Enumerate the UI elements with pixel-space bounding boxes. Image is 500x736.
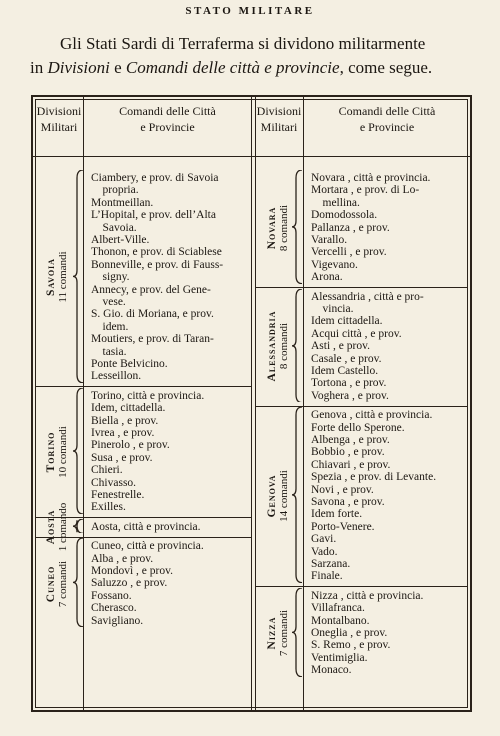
command-entry: mellina. — [311, 196, 360, 209]
command-entry: Bonneville, e prov. di Fauss- — [91, 258, 224, 271]
command-entry: Savigliano. — [91, 614, 144, 627]
column-divider — [303, 97, 304, 710]
military-table — [31, 95, 472, 712]
center-double-divider — [251, 97, 256, 710]
command-entry: Annecy, e prov. del Gene- — [91, 283, 211, 296]
command-entry: Casale , e prov. — [311, 352, 382, 365]
command-entry: Gavi. — [311, 533, 337, 546]
curly-brace-icon — [291, 170, 303, 284]
division-count: 7 comandi — [57, 560, 69, 607]
command-entry: Saluzzo , e prov. — [91, 577, 168, 590]
command-entry: idem. — [91, 320, 129, 333]
command-entry: Lesseillon. — [91, 370, 142, 383]
command-entry: Thonon, e prov. di Sciablese — [91, 246, 222, 259]
command-entry: S. Gio. di Moriana, e prov. — [91, 308, 214, 321]
command-entry: tasia. — [91, 345, 127, 358]
header-divisioni-right — [255, 103, 303, 135]
command-entry: Domodossola. — [311, 209, 378, 222]
intro-italic-comandi: Comandi delle città e provincie — [125, 58, 340, 77]
division-separator — [255, 287, 468, 288]
command-entry: Varallo. — [311, 234, 348, 246]
command-entry: vincia. — [311, 303, 354, 315]
command-entry: Exilles. — [91, 501, 126, 514]
division-separator — [35, 537, 251, 538]
division-label-savoia — [46, 172, 68, 383]
curly-brace-icon — [72, 519, 84, 533]
command-entry: Cherasco. — [91, 602, 137, 615]
division-count: 8 comandi — [278, 323, 290, 370]
command-entry: Albenga , e prov. — [311, 434, 390, 446]
command-entry: Novi , e prov. — [311, 483, 374, 496]
curly-brace-icon — [291, 289, 303, 403]
command-entry: Arona. — [311, 271, 343, 284]
command-entry: Biella , e prov. — [91, 414, 159, 427]
command-entry: Mortara , e prov. di Lo- — [311, 184, 420, 197]
division-separator — [255, 406, 468, 407]
header-text: Militari — [40, 120, 78, 134]
division-separator — [255, 586, 468, 587]
command-entry: Ventimiglia. — [311, 651, 368, 664]
command-entry: Oneglia , e prov. — [311, 627, 388, 639]
header-divider — [33, 156, 470, 157]
division-name: Savoia — [45, 258, 57, 297]
command-entry: Vado. — [311, 545, 338, 558]
division-name: Cuneo — [45, 565, 57, 602]
division-name: Novara — [266, 206, 278, 250]
division-count: 8 comandi — [278, 204, 290, 251]
curly-brace-icon — [291, 588, 303, 677]
command-entry: vese. — [91, 296, 126, 308]
command-entry: Bobbio , e prov. — [311, 446, 385, 459]
command-entry: Idem, cittadella. — [91, 402, 166, 415]
curly-brace-icon — [72, 170, 84, 383]
division-name: Genova — [266, 474, 278, 518]
command-entry: Idem cittadella. — [311, 315, 383, 328]
command-entry: Monaco. — [311, 664, 352, 677]
command-entry: Novara , città e provincia. — [311, 172, 431, 184]
curly-brace-icon — [291, 407, 303, 583]
command-entry: propria. — [91, 184, 139, 197]
header-text: e Provincie — [140, 120, 195, 134]
division-name: Torino — [45, 431, 57, 473]
division-name: Aosta — [45, 509, 57, 545]
command-entry: Genova , città e provincia. — [311, 409, 433, 422]
command-entry: Chieri. — [91, 464, 123, 477]
command-entry: Ponte Belvicino. — [91, 358, 168, 370]
division-separator — [35, 386, 251, 387]
intro-line-1: Gli Stati Sardi di Terraferma si dividono militarmente — [60, 34, 426, 53]
command-entry: Moutiers, e prov. di Taran- — [91, 333, 214, 346]
command-entry: Vigevano. — [311, 258, 358, 271]
header-text: Divisioni — [256, 104, 302, 118]
header-text: Comandi delle Città — [119, 104, 216, 118]
page-header: STATO MILITARE — [185, 5, 315, 17]
division-name: Nizza — [266, 616, 278, 650]
intro-paragraph — [30, 32, 480, 80]
command-entry: Montalbano. — [311, 614, 370, 627]
command-entry: Cuneo, città e provincia. — [91, 540, 204, 553]
header-comandi-left — [84, 103, 251, 135]
command-entry: Alba , e prov. — [91, 552, 154, 565]
command-entry: signy. — [91, 271, 130, 284]
intro-italic-divisioni: Divisioni — [47, 58, 110, 77]
command-entry: Vercelli , e prov. — [311, 246, 387, 259]
command-entry: Chivasso. — [91, 476, 137, 489]
division-count: 11 comandi — [57, 251, 69, 303]
command-entry: Forte dello Sperone. — [311, 421, 405, 434]
division-label-cuneo — [46, 540, 68, 627]
command-entry: Montmeillan. — [91, 196, 154, 209]
division-label-genova — [267, 409, 289, 583]
command-entry: Pallanza , e prov. — [311, 221, 390, 234]
division-count: 14 comandi — [278, 470, 290, 522]
command-entry: Asti , e prov. — [311, 340, 370, 353]
division-label-nizza — [267, 590, 289, 677]
command-entry: S. Remo , e prov. — [311, 639, 391, 652]
command-entry: Mondovì , e prov. — [91, 565, 173, 577]
command-entry: Pinerolo , e prov. — [91, 439, 170, 452]
command-entry: Voghera , e prov. — [311, 389, 389, 402]
command-entry: Nizza , città e provincia. — [311, 589, 424, 602]
command-entry: Finale. — [311, 570, 343, 583]
curly-brace-icon — [72, 388, 84, 514]
header-text: e Provincie — [359, 120, 415, 134]
command-entry: Fossano. — [91, 589, 132, 602]
division-label-aosta — [45, 502, 69, 552]
command-entry: Savoia. — [91, 221, 137, 234]
curly-brace-icon — [72, 538, 84, 627]
command-entry: Alessandria , città e pro- — [311, 290, 424, 303]
intro-line-2 — [30, 56, 480, 80]
intro-text: in — [30, 58, 48, 77]
header-text: Divisioni — [36, 104, 82, 118]
command-entry: Ivrea , e prov. — [91, 427, 155, 439]
command-entry: Torino, città e provincia. — [91, 389, 205, 402]
header-comandi-right — [304, 103, 470, 135]
division-label-novara — [267, 172, 289, 284]
division-count: 10 comandi — [57, 425, 69, 478]
division-count: 1 comando — [57, 502, 69, 552]
command-entry: Idem Castello. — [311, 365, 379, 377]
division-name: Alessandria — [266, 310, 278, 382]
command-entry: Fenestrelle. — [91, 489, 145, 501]
command-entry: Albert-Ville. — [91, 234, 150, 246]
command-entry: Villafranca. — [311, 602, 365, 615]
command-entry: Idem forte. — [311, 508, 363, 521]
command-entry: Tortona , e prov. — [311, 377, 387, 390]
command-entry: L’Hopital, e prov. dell’Alta — [91, 209, 216, 222]
command-entry: Ciambery, e prov. di Savoia — [91, 172, 219, 184]
header-text: Comandi delle Città — [338, 104, 436, 118]
command-entry: Chiavari , e prov. — [311, 458, 391, 471]
header-divisioni-left — [35, 103, 83, 135]
command-entry: Aosta, città e provincia. — [91, 520, 201, 533]
division-label-torino — [46, 390, 68, 514]
header-text: Militari — [260, 120, 298, 134]
command-entry: Spezia , e prov. di Levante. — [311, 471, 437, 484]
intro-text: e — [109, 58, 126, 77]
division-label-alessandria — [267, 291, 289, 403]
command-entry: Savona , e prov. — [311, 496, 385, 508]
division-count: 7 comandi — [278, 610, 290, 657]
command-entry: Acqui città , e prov. — [311, 327, 402, 340]
command-entry: Susa , e prov. — [91, 451, 153, 464]
intro-text: , come segue. — [339, 58, 433, 77]
command-entry: Sarzana. — [311, 558, 351, 570]
command-entry: Porto-Venere. — [311, 520, 375, 533]
